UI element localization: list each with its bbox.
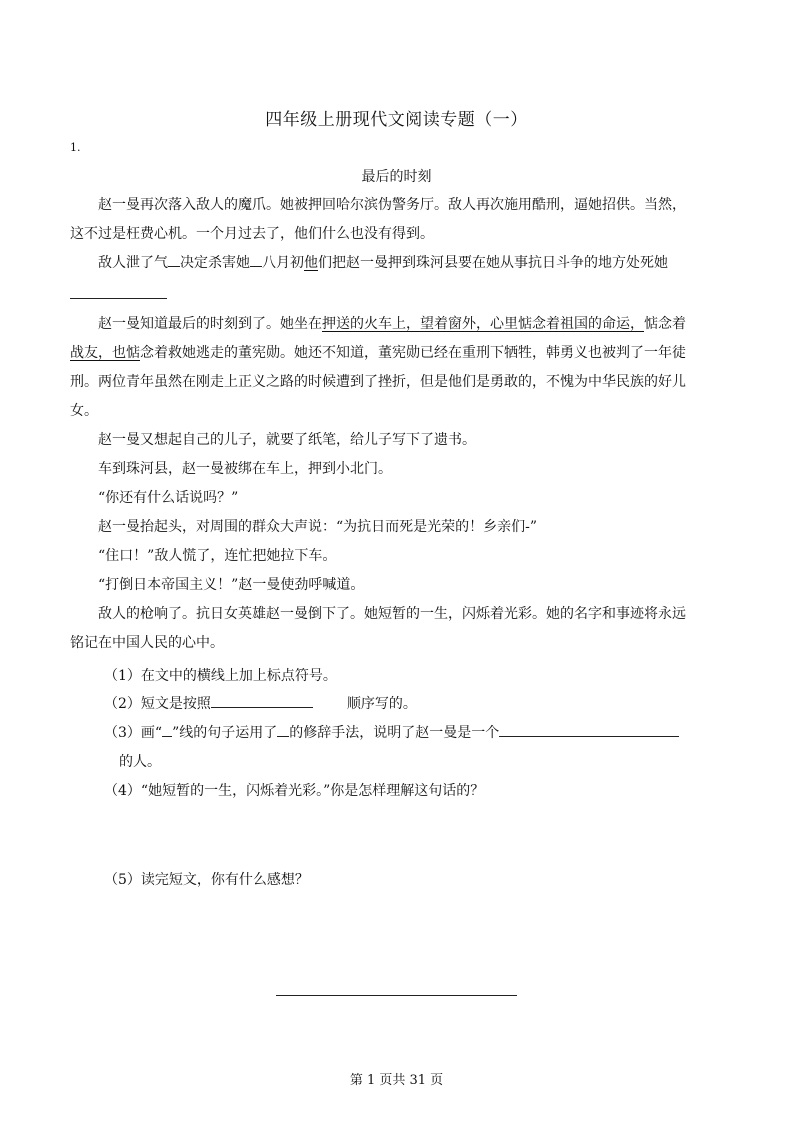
passage-line xyxy=(70,310,758,339)
passage-line: 赵一曼又想起自己的儿子，就要了纸笔，给儿子写下了遗书。 xyxy=(98,432,476,448)
passage-line: 这不过是枉费心机。一个月过去了，他们什么也没有得到。 xyxy=(70,226,434,242)
passage-text: 们把赵一曼押到珠河县要在她从事抗日斗争的地方处死她 xyxy=(318,255,668,271)
passage-line xyxy=(70,339,730,368)
question-3 xyxy=(104,719,679,748)
punctuation-blank-line[interactable] xyxy=(70,298,167,299)
question-text: 的修辞手法，说明了赵一曼是一个 xyxy=(289,725,500,741)
passage-title: 最后的时刻 xyxy=(361,169,432,185)
punctuation-blank[interactable] xyxy=(250,252,262,267)
passage-line: “住口！”敌人慌了，连忙把她拉下车。 xyxy=(98,548,337,564)
passage-text: 赵一曼知道最后的时刻到了。她坐在 xyxy=(98,316,322,332)
passage-text: 他 xyxy=(304,255,318,271)
answer-blank-person[interactable] xyxy=(499,722,679,737)
passage-line: “打倒日本帝国主义！”赵一曼使劲呼喊道。 xyxy=(98,577,365,593)
answer-line[interactable] xyxy=(276,995,517,996)
passage-line: 女。 xyxy=(70,403,98,419)
answer-blank-order[interactable] xyxy=(211,693,313,708)
question-2 xyxy=(104,690,417,719)
passage-line: 赵一曼再次落入敌人的魔爪。她被押回哈尔滨伪警务厅。敌人再次施用酷刑，逼她招供。当然， xyxy=(98,197,686,213)
passage-text: 八月初 xyxy=(262,255,304,271)
passage-line: “你还有什么话说吗？” xyxy=(98,490,239,506)
page-title: 四年级上册现代文阅读专题（一） xyxy=(265,110,528,130)
answer-blank-rhetoric[interactable] xyxy=(277,722,289,737)
passage-line: 铭记在中国人民的心中。 xyxy=(70,635,224,651)
question-text: （3）画“ xyxy=(104,725,163,741)
question-4: （4）“她短暂的一生，闪烁着光彩。”你是怎样理解这句话的？ xyxy=(104,783,485,799)
underlined-sentence: 押送的火车上，望着窗外，心里惦念着祖国的命运， xyxy=(322,316,644,332)
question-5: （5）读完短文，你有什么感想？ xyxy=(104,872,309,888)
passage-text: 惦念着 xyxy=(644,316,686,332)
passage-line: 敌人的枪响了。抗日女英雄赵一曼倒下了。她短暂的一生，闪烁着光彩。她的名字和事迹将永远 xyxy=(98,606,686,622)
question-number: 1. xyxy=(70,141,81,154)
question-3-continuation: 的人。 xyxy=(119,754,161,770)
underlined-sentence: 战友，也惦 xyxy=(70,345,140,361)
passage-line: 刑。两位青年虽然在刚走上正义之路的时候遭到了挫折，但是他们是勇敢的，不愧为中华民族的好儿 xyxy=(70,374,686,390)
underline-sample xyxy=(162,722,172,737)
passage-line: 车到珠河县，赵一曼被绑在车上，押到小北门。 xyxy=(98,461,392,477)
punctuation-blank[interactable] xyxy=(168,252,180,267)
question-text: （2）短文是按照 xyxy=(104,696,211,712)
page-footer: 第 1 页共 31 页 xyxy=(349,1073,444,1088)
question-text: ”线的句子运用了 xyxy=(172,725,278,741)
passage-line-with-blanks xyxy=(70,249,758,278)
question-1: （1）在文中的横线上加上标点符号。 xyxy=(104,668,337,684)
passage-text: 决定杀害她 xyxy=(180,255,250,271)
question-text: 顺序写的。 xyxy=(346,696,417,712)
passage-text: 敌人泄了气 xyxy=(98,255,168,271)
passage-line: 赵一曼抬起头，对周围的群众大声说：“为抗日而死是光荣的！乡亲们-” xyxy=(98,519,538,535)
passage-text: 念着救她逃走的董宪勋。她还不知道，董宪勋已经在重刑下牺牲，韩勇义也被判了一年徒 xyxy=(140,345,686,361)
